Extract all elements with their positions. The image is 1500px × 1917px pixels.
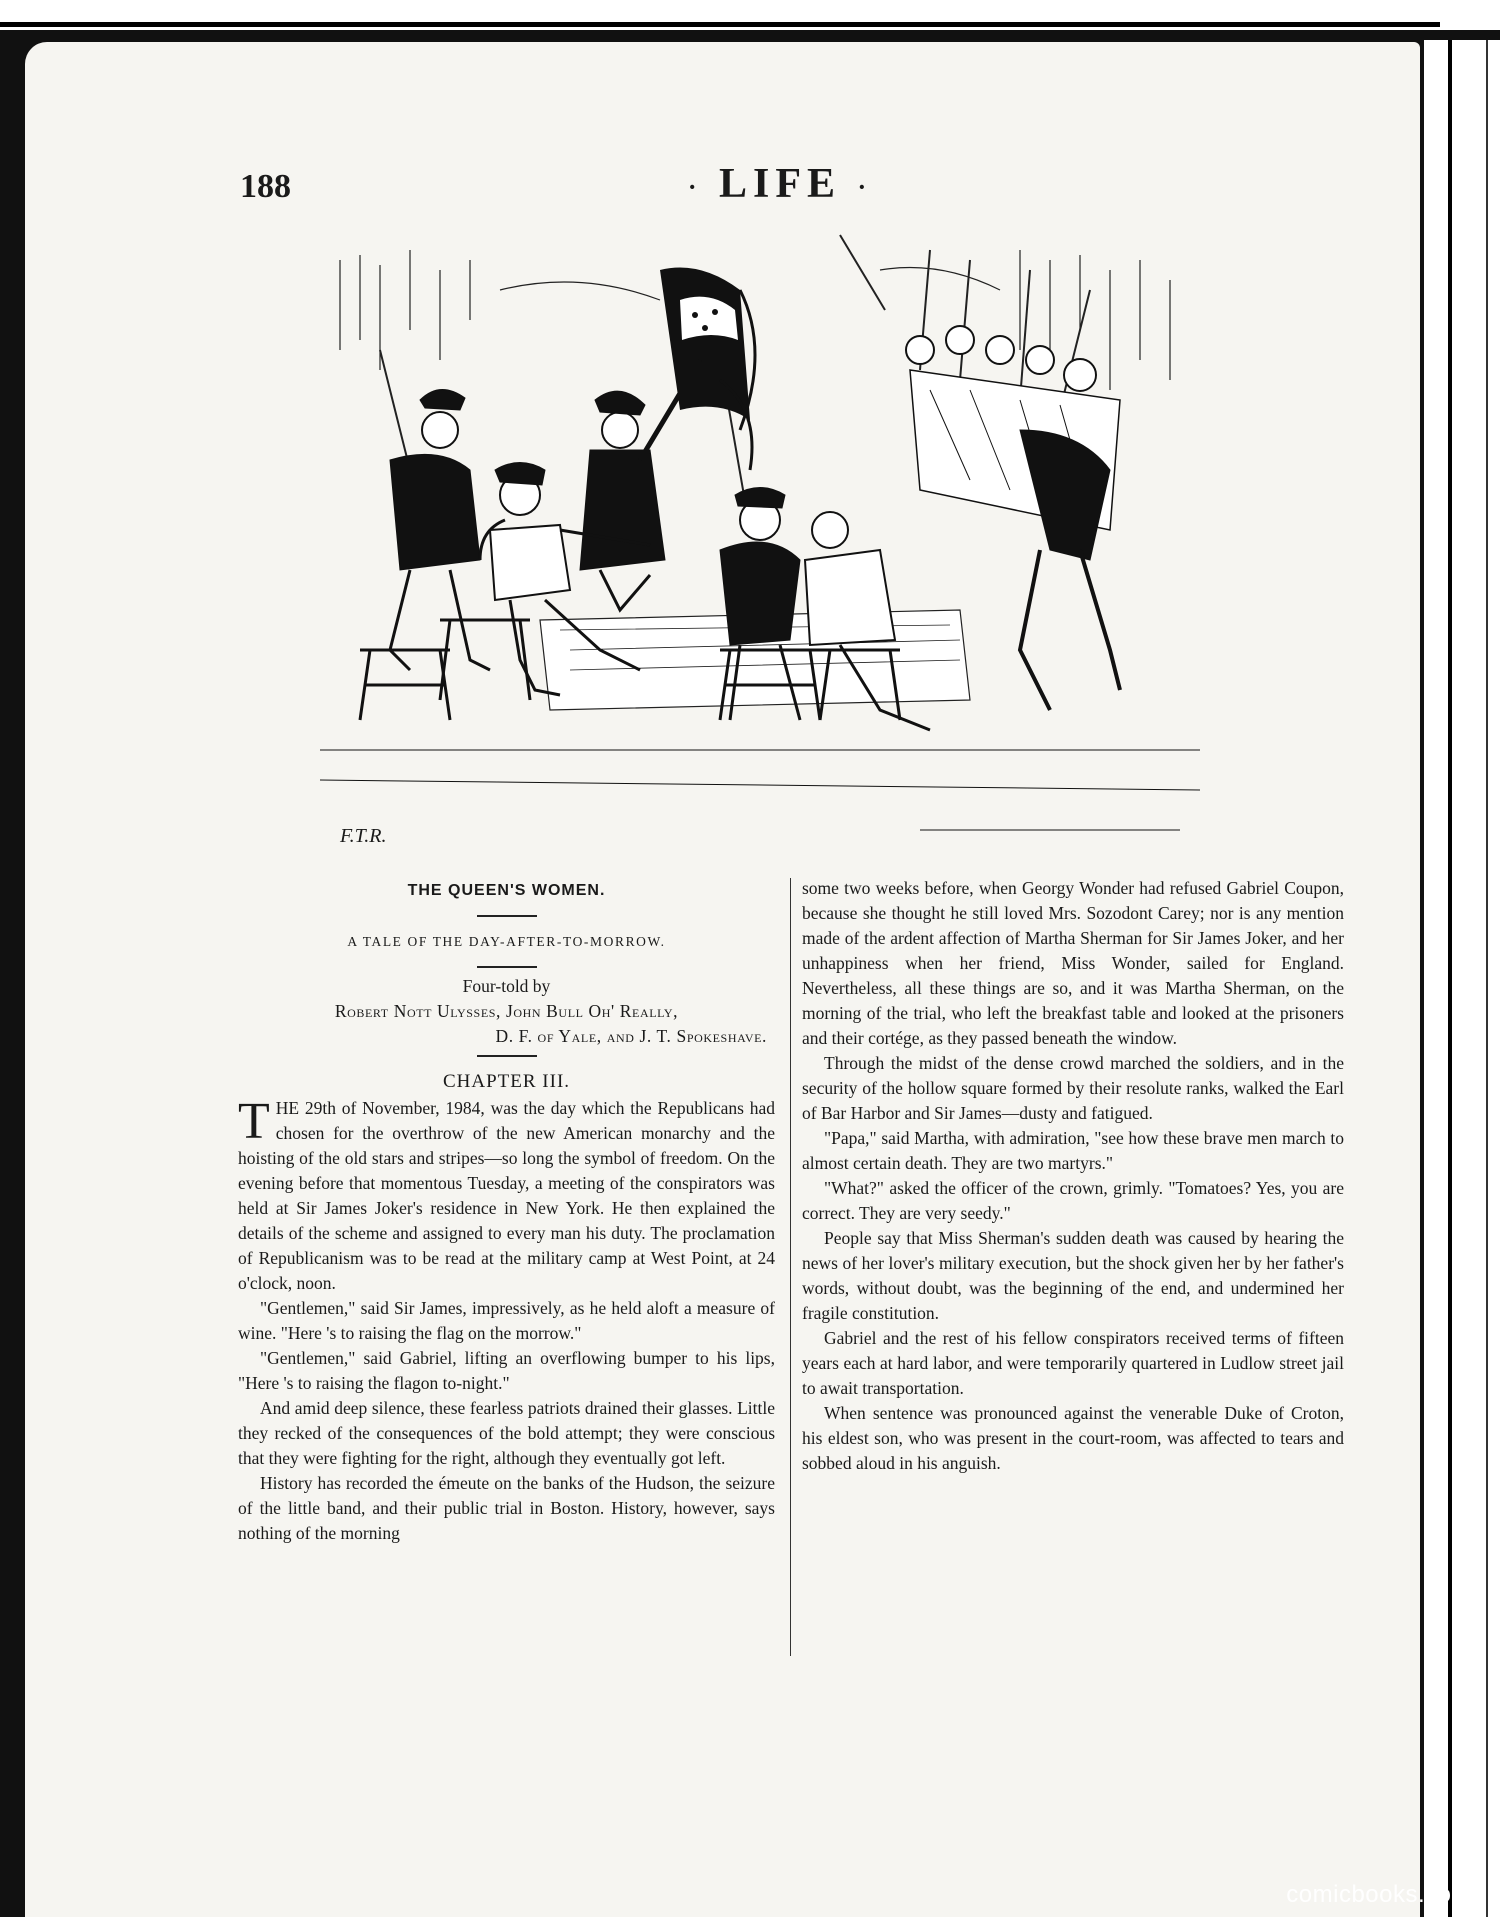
right-column	[802, 876, 1344, 1476]
story-title: THE QUEEN'S WOMEN.	[407, 882, 606, 899]
title-ornament-left: ·	[687, 172, 703, 202]
paragraph: "Gentlemen," said Sir James, impressively, as he held aloft a measure of wine. "Here 's to raising the flag on the morrow."	[238, 1298, 775, 1343]
authors-line-2: D. F. of Yale, and J. T. Spokeshave.	[495, 1026, 767, 1046]
adjacent-page-edge	[1424, 40, 1500, 1917]
page-number: 188	[240, 168, 291, 205]
paragraph: "Papa," said Martha, with admiration, "see how these brave men march to almost certain death. They are two martyrs."	[802, 1128, 1344, 1173]
paragraph: Through the midst of the dense crowd marched the soldiers, and in the security of the hollow square formed by their resolute ranks, walked the Earl of Bar Harbor and Sir James—dusty and fatigued.	[802, 1053, 1344, 1123]
title-ornament-right: ·	[857, 172, 873, 202]
flag	[660, 268, 755, 471]
column-divider	[790, 878, 791, 1656]
paragraph: THE 29th of November, 1984, was the day which the Republicans had chosen for the overthrow of the new American monarchy and the hoisting of the old stars and stripes—so long the symbol of freedom. On the evening before that momentous Tuesday, a meeting of the conspirators was held at Sir James Joker's residence in New York. He then explained the details of the scheme and assigned to every man his duty. The proclamation of Republicanism was to be read at the military camp at West Point, at 24 o'clock, noon.	[238, 1093, 775, 1293]
paragraph: People say that Miss Sherman's sudden death was caused by hearing the news of her lover's military execution, but the shock given her by her father's words, without doubt, was the beginning of the end, and undermined her fragile constitution.	[802, 1228, 1344, 1323]
artist-signature: F.T.R.	[340, 825, 387, 847]
paragraph: "What?" asked the officer of the crown, grimly. "Tomatoes? Yes, you are correct. They are very seedy."	[802, 1178, 1344, 1223]
paragraph: History has recorded the émeute on the banks of the Hudson, the seizure of the little band, and their public trial in Boston. History, however, says nothing of the morning	[238, 1473, 775, 1543]
engraved-illustration	[320, 230, 1200, 855]
site-watermark: comicbooks.com	[1286, 1881, 1472, 1908]
subtitle-rule	[477, 966, 537, 968]
paragraph: When sentence was pronounced against the venerable Duke of Croton, his eldest son, who was present in the court-room, was affected to tears and sobbed aloud in his anguish.	[802, 1403, 1344, 1473]
paragraph: some two weeks before, when Georgy Wonder had refused Gabriel Coupon, because she thought he still loved Mrs. Sozodont Carey; nor is any mention made of the ardent affection of Martha Sherman for Sir James Joker, and her unhappiness when her friend, Miss Wonder, sailed for England. Nevertheless, all these things are so, and it was Martha Sherman, on the morning of the trial, who left the breakfast table and looked at the prisoners and their cortége, as they passed beneath the window.	[802, 878, 1344, 1048]
paragraph: And amid deep silence, these fearless patriots drained their glasses. Little they recked of the consequences of the bold attempt; they were conscious that they were fighting for the right, although they eventually got left.	[238, 1398, 775, 1468]
chapter-heading: CHAPTER III.	[442, 1071, 571, 1092]
byline-intro: Four-told by	[462, 976, 551, 996]
drop-cap: T	[238, 1093, 270, 1150]
authors-line-1: Robert Nott Ulysses, John Bull Oh' Really,	[334, 1001, 679, 1021]
paragraph: "Gentlemen," said Gabriel, lifting an overflowing bumper to his lips, "Here 's to raising the flagon to-night."	[238, 1348, 775, 1393]
magazine-title	[640, 160, 920, 208]
title-rule	[477, 915, 537, 917]
top-margin-band	[0, 0, 1500, 30]
byline-rule	[477, 1055, 537, 1057]
magazine-title-text: LIFE	[718, 161, 842, 207]
story-subtitle: A TALE OF THE DAY-AFTER-TO-MORROW.	[347, 934, 666, 949]
left-column	[238, 876, 775, 1546]
paragraph: Gabriel and the rest of his fellow conspirators received terms of fifteen years each at hard labor, and were temporarily quartered in Ludlow street jail to await transportation.	[802, 1328, 1344, 1398]
floor-lines	[320, 750, 1200, 830]
seated-man-left	[390, 389, 490, 670]
